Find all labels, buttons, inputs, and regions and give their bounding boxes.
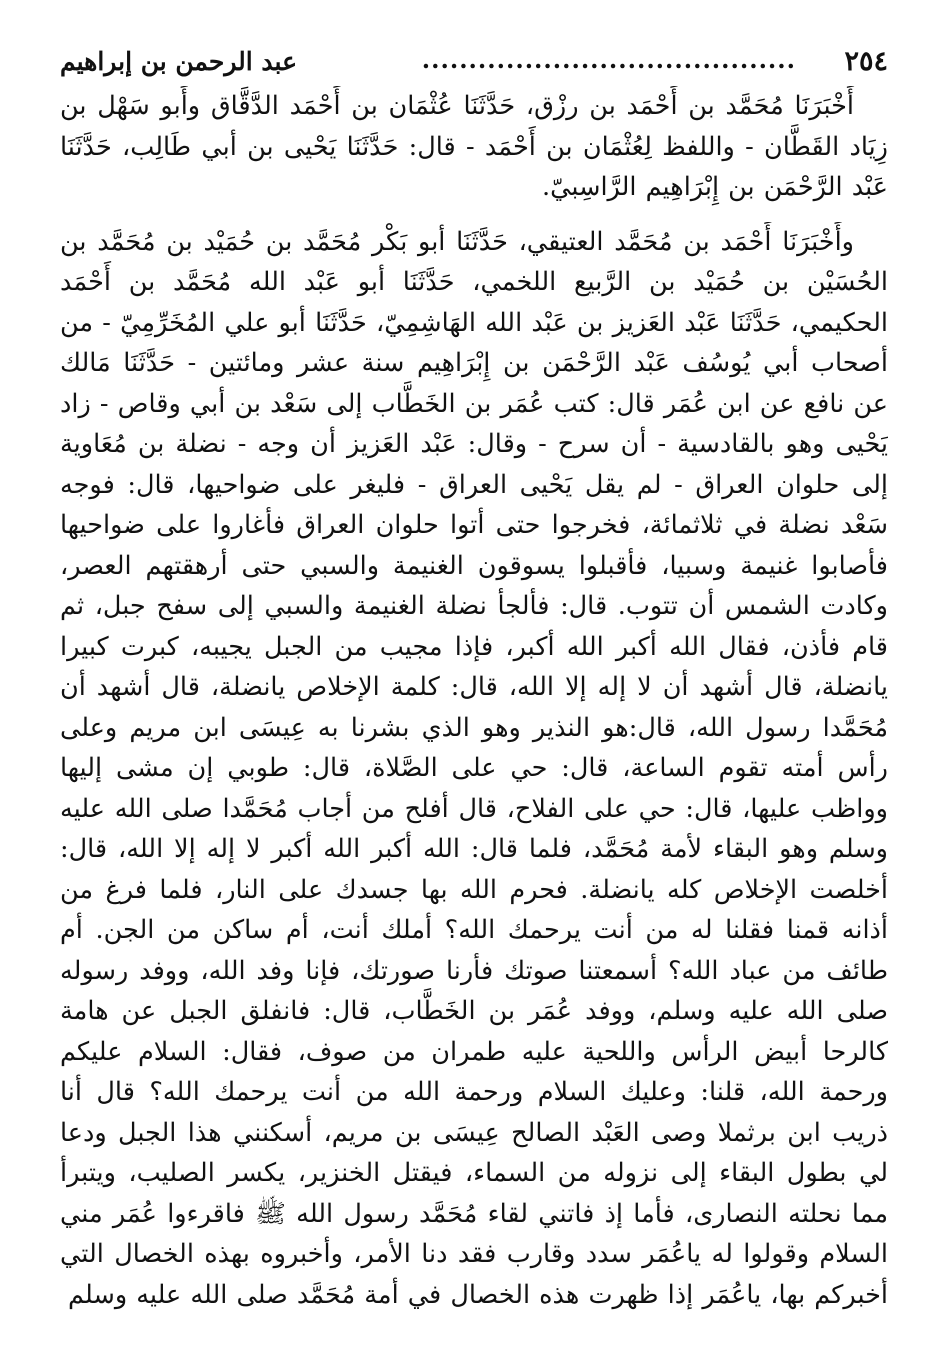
paragraph-2: وأَخْبَرَنَا أَحْمَد بن مُحَمَّد العتيقي، حَدَّثَنَا أبو بَكْر مُحَمَّد بن حُمَيْد بن مُحَمَّد بن الحُسَيْن بن حُمَيْد بن الرَّبيع اللخمي، حَدَّثَنَا أبو عَبْد الله مُحَمَّد بن أَحْمَد الحكيمي، حَدَّثَنَا عَبْد العَزيز بن عَبْد الله الهَاشِمِيّ، حَدَّثَنَا أبو علي المُخَرِّمِيّ - من أصحاب أبي يُوسُف عَبْد الرَّحْمَن بن إِبْرَاهِيم سنة عشر ومائتين - حَدَّثَنَا مَالك عن نافع عن ابن عُمَر قال: كتب عُمَر بن الخَطَّاب إلى سَعْد بن أبي وقاص - زاد يَحْيى وهو بالقادسية - أن سرح - وقال: عَبْد العَزيز أن وجه - نضلة بن مُعَاوية إلى حلوان العراق - لم يقل يَحْيى العراق - فليغر على ضواحيها، قال: فوجه سَعْد نضلة في ثلاثمائة، فخرجوا حتى أتوا حلوان العراق فأغاروا على ضواحيها فأصابوا غنيمة وسبيا، فأقبلوا يسوقون الغنيمة والسبي حتى أرهقتهم العصر، وكادت الشمس أن تتوب. قال: فألجأ نضلة الغنيمة والسبي إلى سفح جبل، ثم قام فأذن، فقال الله أكبر الله أكبر، فإذا مجيب من الجبل يجيبه، كبرت كبيرا يانضلة، قال أشهد أن لا إله إلا الله، قال: كلمة الإخلاص يانضلة، قال أشهد أن مُحَمَّدا رسول الله، قال:هو النذير وهو الذي بشرنا به عِيسَى ابن مريم وعلى رأس أمته تقوم الساعة، قال: حي على الصَّلاة، قال: طوبي إن مشى إليها وواظب عليها، قال: حي على الفلاح، قال أفلح من أجاب مُحَمَّدا صلى الله عليه وسلم وهو البقاء لأمة مُحَمَّد، فلما قال: الله أكبر الله أكبر لا إله إلا الله، قال: أخلصت الإخلاص كله يانضلة. فحرم الله بها جسدك على النار، فلما فرغ من أذانه قمنا فقلنا له من أنت يرحمك الله؟ أملك أنت، أم ساكن من الجن. أم طائف من عباد الله؟ أسمعتنا صوتك فأرنا صورتك، فإنا وفد الله، ووفد رسوله صلى الله عليه وسلم، ووفد عُمَر بن الخَطَّاب، قال: فانفلق الجبل عن هامة كالرحا أبيض الرأس واللحية عليه طمران من صوف، فقال: السلام عليكم ورحمة الله، قلنا: وعليك السلام ورحمة الله من أنت يرحمك الله؟ قال أنا ذريب ابن برثملا وصى العَبْد الصالح عِيسَى بن مريم، أسكنني هذا الجبل ودعا لي بطول البقاء إلى نزوله من السماء، فيقتل الخنزير، يكسر الصليب، ويتبرأ مما نحلته النصارى، فأما إذ فاتني لقاء مُحَمَّد رسول الله ﷺ فاقرءوا عُمَر مني السلام وقولوا له ياعُمَر سدد وقارب فقد دنا الأمر، وأخبروه بهذه الخصال التي أخبركم بها، ياعُمَر إذا ظهرت هذه الخصال في أمة مُحَمَّد صلى الله عليه وسلم <box>60 226 888 1310</box>
book-page <box>60 40 888 1340</box>
running-header <box>60 40 888 86</box>
running-title: عبد الرحمن بن إبراهيم <box>60 47 297 76</box>
page-number: ٢٥٤ <box>844 46 888 77</box>
header-leader-dots: ........................................ <box>421 45 796 74</box>
paragraph-1: أَخْبَرَنَا مُحَمَّد بن أَحْمَد بن رزْق، حَدَّثَنَا عُثْمَان بن أَحْمَد الدَّقَّاق وأَبو سَهْل بن زِيَاد القَطَّان - واللفظ لِعُثْمَان بن أَحْمَد - قال: حَدَّثَنَا يَحْيى بن أبي طَالِب، حَدَّثَنَا عَبْد الرَّحْمَن بن إِبْرَاهِيم الرَّاسِبيّ. <box>60 91 888 202</box>
